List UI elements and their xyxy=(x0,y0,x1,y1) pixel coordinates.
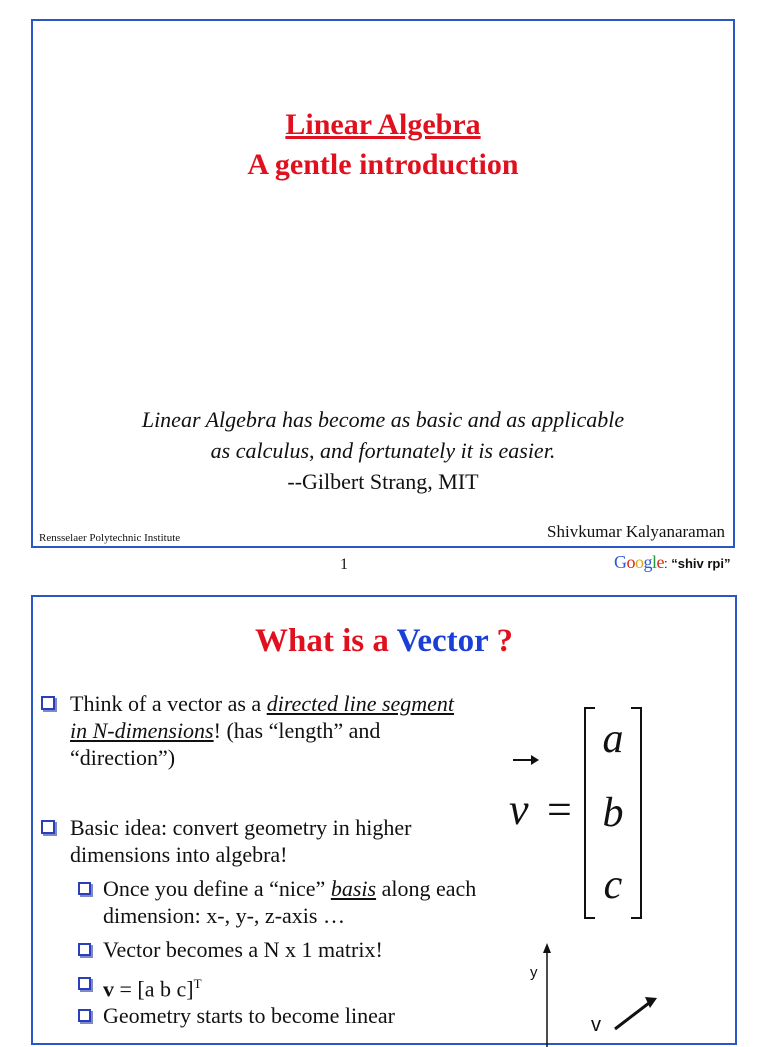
google-logo-letter: o xyxy=(626,552,635,572)
matrix-entry: b xyxy=(602,790,624,836)
google-logo-letter: g xyxy=(643,552,652,572)
bullet-text: Think of a vector as a xyxy=(70,691,267,716)
google-logo-letter: o xyxy=(635,552,644,572)
slide-1 xyxy=(31,19,735,548)
bullet-text: ! (has “length” and “direction”) xyxy=(70,718,381,770)
slide-2-title xyxy=(33,621,735,661)
slide-2 xyxy=(31,595,737,1045)
matrix-entry: a xyxy=(602,716,624,762)
quote-attribution: --Gilbert Strang, MIT xyxy=(287,469,479,494)
page-number: 1 xyxy=(340,556,348,573)
google-logo-letter: G xyxy=(614,552,627,572)
y-axis-icon xyxy=(543,943,551,1047)
google-query: “shiv rpi” xyxy=(671,556,731,571)
square-bullet-icon xyxy=(41,820,55,834)
matrix-entry: c xyxy=(603,862,623,908)
bullet-vector-definition xyxy=(70,690,470,771)
equation-equals: = xyxy=(547,785,572,834)
vector-axis-diagram xyxy=(503,937,703,1047)
sub-bullet-basis xyxy=(103,875,503,929)
quote-line-1: Linear Algebra has become as basic and as applicable xyxy=(141,407,625,432)
transpose-superscript: T xyxy=(193,976,202,991)
vector-arrow-icon xyxy=(513,755,539,765)
sub-bullet-matrix xyxy=(103,936,503,963)
title-part-3: ? xyxy=(488,623,513,659)
bullet-basic-idea xyxy=(70,814,490,868)
institute-name: Rensselaer Polytechnic Institute xyxy=(39,532,181,544)
slide-1-title-line-1: Linear Algebra xyxy=(285,108,481,141)
square-bullet-icon xyxy=(41,696,55,710)
vector-symbol: v xyxy=(103,976,114,1002)
google-logo-letter: l xyxy=(652,552,657,572)
quote-line-2: as calculus, and fortunately it is easier. xyxy=(210,438,556,463)
y-axis-label: y xyxy=(530,964,538,981)
square-bullet-icon xyxy=(78,943,91,956)
bullet-emphasis: basis xyxy=(330,876,377,901)
bullet-text: Once you define a “nice” xyxy=(103,876,331,901)
bullet-text: = [a b c] xyxy=(114,976,194,1002)
title-part-1: What is a xyxy=(255,623,397,659)
bullet-emphasis: directed line segment in N-dimensions xyxy=(70,691,455,743)
slide-1-title-line-2: A gentle introduction xyxy=(247,148,519,181)
right-bracket-icon xyxy=(631,708,641,918)
sub-bullet-geometry xyxy=(103,1002,503,1029)
vector-label: v xyxy=(591,1014,601,1036)
bullet-text: along each dimension: x-, y-, z-axis … xyxy=(103,876,477,928)
google-logo xyxy=(614,552,664,572)
bullet-text: Basic idea: convert geometry in higher dimensions into algebra! xyxy=(70,815,412,867)
title-part-2: Vector xyxy=(396,623,489,659)
google-search-hint xyxy=(614,552,731,573)
left-bracket-icon xyxy=(585,708,595,918)
square-bullet-icon xyxy=(78,1009,91,1022)
vector-arrow-icon xyxy=(615,997,657,1029)
sub-bullet-transpose xyxy=(103,970,503,1002)
equation-lhs: v xyxy=(509,785,529,834)
bullet-text: Geometry starts to become linear xyxy=(103,1003,396,1028)
square-bullet-icon xyxy=(78,882,91,895)
vector-equation xyxy=(503,702,683,922)
bullet-text: Vector becomes a N x 1 matrix! xyxy=(103,937,383,962)
author-name: Shivkumar Kalyanaraman xyxy=(547,522,725,541)
google-separator: : xyxy=(664,556,672,571)
google-logo-letter: e xyxy=(656,552,665,572)
square-bullet-icon xyxy=(78,977,91,990)
